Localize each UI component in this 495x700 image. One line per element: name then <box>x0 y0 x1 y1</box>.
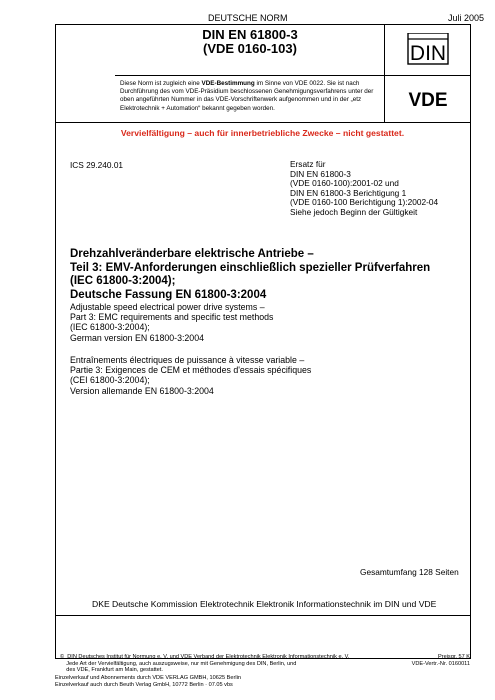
logo-separator <box>384 75 471 76</box>
header-date: Juli 2005 <box>448 13 485 23</box>
title-line: Part 3: EMC requirements and specific test methods <box>70 312 274 323</box>
dke-line: DKE Deutsche Kommission Elektrotechnik Elektronik Informationstechnik im DIN und VDE <box>92 599 437 609</box>
replacement-line: (VDE 0160-100):2001-02 und <box>290 178 399 189</box>
vde-logo-text: VDE <box>408 90 448 110</box>
title-line: Adjustable speed electrical power drive systems – <box>70 302 265 312</box>
ics-code: ICS 29.240.01 <box>70 160 124 170</box>
standard-number: DIN EN 61800-3 <box>202 27 298 42</box>
page-count: Gesamtumfang 128 Seiten <box>360 567 459 577</box>
vde-logo <box>398 88 458 110</box>
sales-info <box>55 675 241 689</box>
title-line: Partie 3: Exigences de CEM et méthodes d'essais spécifiques <box>70 365 312 376</box>
din-logo-text: DIN <box>409 42 447 65</box>
replacement-line: Siehe jedoch Beginn der Gültigkeit <box>290 206 418 217</box>
title-line: (IEC 61800-3:2004); <box>70 322 150 333</box>
title-line: Teil 3: EMV-Anforderungen einschließlich spezieller Prüfverfahren <box>70 261 431 274</box>
replacement-info <box>290 160 438 218</box>
title-english <box>70 302 273 343</box>
vde-number: (VDE 0160-103) <box>203 41 297 56</box>
title-line: Deutsche Fassung EN 61800-3:2004 <box>70 288 267 301</box>
replacement-line: DIN EN 61800-3 Berichtigung 1 <box>290 187 407 198</box>
title-line: (CEI 61800-3:2004); <box>70 375 150 386</box>
notice-suffix: im Sinne von VDE 0022. Sie ist nach Durchführung des vom VDE-Präsidium beschlossenen Genehmigungsverfahrens unter der oben angeführten Nummer in das VDE-Vorschriftenwerk aufgenommen und in der „etz Elektrotechnik + Automation“ bekannt gegeben worden. <box>120 80 374 112</box>
reproduction-warning: Vervielfältigung – auch für innerbetriebliche Zwecke – nicht gestattet. <box>120 128 405 138</box>
sales-line: Einzelverkauf und Abonnements durch VDE VERLAG GMBH, 10625 Berlin <box>55 675 241 681</box>
replacement-line: Ersatz für <box>290 159 326 169</box>
price-info <box>404 654 470 667</box>
title-line: Version allemande EN 61800-3:2004 <box>70 385 214 396</box>
title-french <box>70 355 311 396</box>
notice-prefix: Diese Norm ist zugleich eine <box>120 80 202 87</box>
notice-bold: VDE-Bestimmung <box>201 80 255 87</box>
title-line: (IEC 61800-3:2004); <box>70 275 176 287</box>
sales-line: Einzelverkauf auch durch Beuth Verlag GmbH, 10772 Berlin · 07.05 vbs <box>55 681 233 688</box>
copyright-line: Jede Art der Vervielfältigung, auch auszugsweise, nur mit Genehmigung des DIN, Berlin, und <box>60 660 297 667</box>
price-group: Preisgr. 57 K <box>437 654 470 660</box>
copyright-line: © DIN Deutsches Institut für Normung e. V. und VDE Verband der Elektrotechnik Elektronik Informationstechnik e. V. <box>60 654 350 660</box>
title-german <box>70 248 430 302</box>
notice-divider <box>115 75 385 76</box>
din-logo <box>398 33 458 65</box>
vde-order-number: VDE-Vertr.-Nr. 0160011 <box>411 660 470 667</box>
title-line: German version EN 61800-3:2004 <box>70 332 204 343</box>
replacement-line: DIN EN 61800-3 <box>290 168 351 179</box>
copyright-notice <box>60 654 420 674</box>
vde-notice <box>120 80 380 113</box>
copyright-line: des VDE, Frankfurt am Main, gestattet. <box>60 667 163 674</box>
standard-number-block <box>115 28 385 56</box>
replacement-line: (VDE 0160-100 Berichtigung 1):2002-04 <box>290 197 439 208</box>
footer-divider <box>55 615 471 616</box>
title-line: Entraînements électriques de puissance à vitesse variable – <box>70 355 305 365</box>
title-line: Drehzahlveränderbare elektrische Antriebe – <box>70 248 314 260</box>
header-doc-type: DEUTSCHE NORM <box>208 13 288 23</box>
